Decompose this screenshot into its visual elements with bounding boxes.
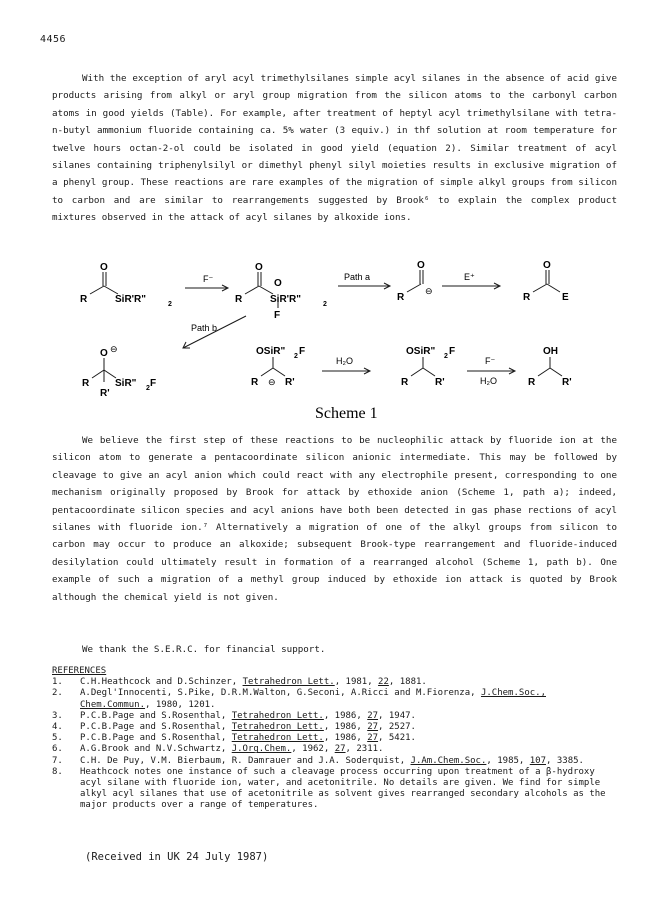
bond-r-2 — [245, 286, 259, 294]
atom-f-6: F — [299, 346, 306, 357]
atom-f-2: F — [274, 310, 281, 321]
reference-item — [52, 688, 620, 710]
reference-year: , 1980, 1201. — [145, 699, 216, 710]
reference-volume: 27 — [367, 733, 379, 744]
scheme-1-diagram — [60, 258, 620, 430]
reference-number: 1. — [52, 677, 63, 688]
anion-charge-6: ⊖ — [268, 377, 276, 387]
arrow-label-path-a: Path a — [344, 272, 371, 282]
reference-journal: J.Chem.Soc., Chem.Commun. — [80, 688, 546, 710]
group-si-5: SiR" — [115, 378, 137, 389]
sub-2-5: 2 — [146, 385, 150, 392]
reference-journal: Tetrahedron Lett. — [231, 710, 324, 721]
bond-r-6 — [261, 368, 273, 376]
reference-text — [80, 744, 620, 755]
reference-number: 2. — [52, 688, 63, 699]
sub-2-7: 2 — [444, 353, 448, 360]
bond-si-5 — [104, 370, 116, 378]
atom-rp-7: R' — [435, 377, 445, 388]
atom-r-8: R — [528, 377, 536, 388]
arrow-label-h2o-2: H₂O — [480, 376, 497, 386]
reference-journal: Tetrahedron Lett. — [231, 733, 324, 744]
reference-item — [52, 677, 620, 688]
atom-o-2: O — [255, 262, 263, 273]
bond-r-3 — [407, 284, 421, 292]
atom-r-7: R — [401, 377, 409, 388]
arrow-label-path-b: Path b — [191, 323, 218, 333]
bond-r-5 — [92, 370, 104, 378]
reference-item — [52, 744, 620, 755]
reference-year: , 1962, — [291, 744, 335, 755]
reference-text — [80, 733, 620, 744]
scheme-title: Scheme 1 — [315, 405, 378, 422]
bond-si-1 — [104, 286, 118, 294]
atom-r-3: R — [397, 292, 405, 303]
reference-item — [52, 711, 620, 722]
atom-r-6: R — [251, 377, 259, 388]
group-osi-7: OSiR" — [406, 346, 436, 357]
reference-journal: Tetrahedron Lett. — [231, 722, 324, 733]
reference-year: , 1986, — [323, 733, 368, 744]
paragraph-1-text: With the exception of aryl acyl trimethylsilanes simple acyl silanes in the absence of acid give products arising from alkyl or aryl group migration from the silicon atoms to the carbonyl carbon atoms in good yields (Table). For example, after treatment of heptyl acyl trimethylsilane with tetra-n-butyl ammonium fluoride containing ca. 5% water (3 equiv.) in thf solution at room temperature for twelve hours octan-2-ol could be isolated in good yield (equation 2). Similar treatment of acyl silanes containing triphenylsilyl or dimethyl phenyl silyl moieties results in exclusive migration of a phenyl group. These reactions are rare examples of the migration of simple alkyl groups from silicon to carbon and are similar to rearrangements suggested by Brook⁶ to explain the complex product mixtures observed in the attack of acyl silanes by alkoxide ions. — [52, 73, 617, 224]
reference-item — [52, 756, 620, 767]
bond-rp-8 — [550, 368, 562, 376]
arrow-label-f-1: F⁻ — [203, 274, 214, 284]
reference-authors: A.G.Brook and N.V.Schwartz, — [80, 744, 232, 755]
atom-rp-5: R' — [100, 388, 110, 399]
atom-o-1: O — [100, 262, 108, 273]
reference-volume: 27 — [367, 722, 379, 733]
atom-rp-6: R' — [285, 377, 295, 388]
reference-text — [80, 711, 620, 722]
reference-pages: , 2311. — [345, 744, 384, 755]
atom-o-5: O — [100, 348, 108, 359]
bond-r-4 — [533, 284, 547, 292]
reference-year: , 1986, — [323, 710, 368, 721]
received-date: (Received in UK 24 July 1987) — [85, 851, 269, 863]
bond-r-7 — [411, 368, 423, 376]
paragraph-2 — [52, 432, 617, 606]
reference-text — [80, 677, 620, 688]
reference-journal: J.Am.Chem.Soc. — [410, 755, 487, 766]
reference-authors: C.H. De Puy, V.M. Bierbaum, R. Damrauer and J.A. Soderquist, — [80, 755, 411, 766]
reference-year: , 1986, — [323, 722, 368, 733]
references-list — [52, 677, 620, 811]
bond-si-2 — [259, 286, 273, 294]
reference-item — [52, 722, 620, 733]
reference-year: , 1985, — [486, 755, 530, 766]
sub-2-6: 2 — [294, 353, 298, 360]
bond-r-1 — [90, 286, 104, 294]
atom-f-5: F — [150, 378, 157, 389]
atom-o-2b: O — [274, 278, 282, 289]
sub-2-2: 2 — [323, 301, 327, 308]
arrow-label-e: E⁺ — [464, 272, 475, 282]
group-si-2: SiR'R" — [270, 294, 302, 305]
reference-volume: 107 — [529, 755, 547, 766]
reference-journal: Tetrahedron Lett. — [242, 677, 335, 688]
reference-item — [52, 733, 620, 744]
reference-number: 7. — [52, 755, 63, 766]
reference-year: , 1981, — [334, 677, 379, 688]
arrow-label-h2o-1: H₂O — [336, 356, 353, 366]
reference-number: 4. — [52, 722, 63, 733]
paragraph-1 — [52, 70, 617, 227]
reference-volume: 27 — [367, 710, 379, 721]
reference-text — [80, 756, 620, 767]
acknowledgement: We thank the S.E.R.C. for financial support. — [82, 644, 326, 655]
reference-pages: , 1881. — [388, 677, 427, 688]
reference-authors: P.C.B.Page and S.Rosenthal, — [80, 710, 232, 721]
reference-number: 6. — [52, 744, 63, 755]
reference-pages: , 1947. — [378, 710, 416, 721]
reference-journal: J.Org.Chem. — [231, 744, 292, 755]
group-si-1: SiR'R" — [115, 294, 147, 305]
group-osi-6: OSiR" — [256, 346, 286, 357]
reference-authors: C.H.Heathcock and D.Schinzer, — [80, 677, 243, 688]
atom-r-1: R — [80, 294, 88, 305]
sub-2-1: 2 — [168, 301, 172, 308]
reference-authors: P.C.B.Page and S.Rosenthal, — [80, 722, 232, 733]
reference-text — [80, 767, 620, 812]
references-heading: REFERENCES — [52, 666, 107, 676]
bond-e-4 — [547, 284, 560, 292]
atom-o-3: O — [417, 260, 425, 271]
reference-number: 8. — [52, 766, 63, 777]
paragraph-2-text: We believe the first step of these reactions to be nucleophilic attack by fluoride ion at the silicon atom to generate a pentacoordinate silicon anionic intermediate. This may be followed by cleavage to give an acyl anion which could react with any electrophile present, corresponding to one mechanism originally proposed by Brook for attack by ethoxide anion (Scheme 1, path a); indeed, pentacoordinate silicon species and acyl anions have both been detected in gas phase rections of acyl silanes with fluoride ion.⁷ Alternatively a migration of one of the alkyl groups from silicon to carbon may occur to produce an alkoxide; subsequent Brook-type rearrangement and fluoride-induced desilylation could ultimately result in formation of a rearranged alcohol (Scheme 1, path b). One example of such a migration of a methyl group induced by ethoxide ion attack is quoted by Brook although the chemical yield is not given. — [52, 435, 617, 603]
atom-r-2: R — [235, 294, 243, 305]
atom-rp-8: R' — [562, 377, 572, 388]
reference-pages: , 3385. — [546, 755, 584, 766]
atom-r-4: R — [523, 292, 531, 303]
reference-text — [80, 722, 620, 733]
reference-authors: Heathcock notes one instance of such a cleavage process occurring upon treatment of a β-hydroxy acyl silane with fluoride ion, water, and acetonitrile. No details are given. We find for simple alkyl acyl silanes that use of acetonitrile as solvent gives rearranged secondary alcohols as the major products over a range of temperatures. — [80, 766, 606, 811]
atom-o-4: O — [543, 260, 551, 271]
page-number: 4456 — [40, 34, 67, 45]
reference-number: 5. — [52, 733, 63, 744]
atom-f-7: F — [449, 346, 456, 357]
reference-authors: P.C.B.Page and S.Rosenthal, — [80, 733, 232, 744]
bond-rp-6 — [273, 368, 285, 376]
scheme-1 — [60, 258, 620, 430]
reference-number: 3. — [52, 710, 63, 721]
references-section — [52, 666, 620, 812]
atom-e-4: E — [562, 292, 569, 303]
arrow-label-f-2: F⁻ — [485, 356, 496, 366]
reference-volume: 22 — [378, 677, 389, 688]
bond-r-8 — [538, 368, 550, 376]
reference-pages: , 5421. — [378, 733, 416, 744]
reference-item — [52, 767, 620, 812]
anion-charge-5: ⊖ — [110, 344, 118, 354]
atom-r-5: R — [82, 378, 90, 389]
group-oh-8: OH — [543, 346, 558, 357]
anion-charge-3: ⊖ — [425, 286, 433, 296]
reference-text — [80, 688, 620, 710]
bond-rp-7 — [423, 368, 435, 376]
reference-authors: A.Degl'Innocenti, S.Pike, D.R.M.Walton, G.Seconi, A.Ricci and M.Fiorenza, — [80, 688, 481, 699]
reference-pages: , 2527. — [378, 722, 416, 733]
reference-volume: 27 — [334, 744, 346, 755]
